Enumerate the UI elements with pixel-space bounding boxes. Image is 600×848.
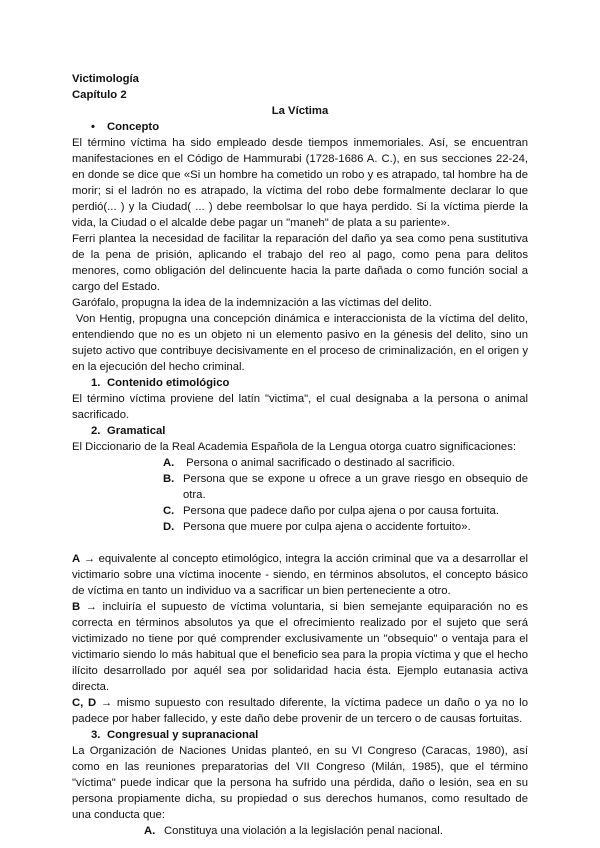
paragraph: El término víctima ha sido empleado desde tiempos inmemoriales. Así, se encuentran manifestaciones en el Código de Hammurabi (1728-1686 A. C.), en sus secciones 22-24, en donde se dice que «Si un hombre ha cometido un robo y es atrapado, tal hombre ha de morir; si el ladrón no es atrapado, la víctima del robo debe formalmente declarar lo que perdió(... ) y la Ciudad( ... ) debe reembolsar lo que haya perdido. Si la víctima pierde la vida, la Ciudad o el alcalde debe pagar un "maneh" de plata a su pariente».	[72, 137, 528, 229]
heading-number: 1.	[91, 377, 101, 389]
heading-text: Congresual y supranacional	[107, 729, 259, 741]
note-text: → incluiría el supuesto de víctima voluntaria, si bien semejante equiparación no es correcta en términos absolutos ya que el ofrecimiento realizado por el sujeto que será victimizado no tiene por qué comprender exclusivamente un "obsequio" o ventaja para el victimario siendo lo más habitual que el beneficio sea para la propia víctima y que el hecho ilícito desarrollado por aquél sea por solidaridad hacia ésta. Ejemplo eutanasia activa directa.	[72, 601, 528, 693]
note-paragraph	[72, 695, 528, 727]
list-letter: A.	[163, 457, 175, 469]
list-text: Persona que padece daño por culpa ajena o por causa fortuita.	[183, 505, 499, 517]
paragraph: El Diccionario de la Real Academia Española de la Lengua otorga cuatro significaciones:	[72, 441, 516, 453]
list-text: Constituya una violación a la legislación penal nacional.	[164, 825, 443, 837]
note-key: A	[72, 553, 81, 565]
paragraph: Von Hentig, propugna una concepción dinámica e interaccionista de la víctima del delito, entendiendo que no es un objeto ni un elemento pasivo en la génesis del delito, sino un sujeto activo que contribuye decisivamente en el proceso de criminalización, en el origen y en la ejecución del hecho criminal.	[72, 313, 532, 373]
doc-title: La Víctima	[271, 105, 329, 117]
heading-congresual	[72, 727, 528, 743]
doc-subject: Victimología	[72, 73, 139, 85]
paragraph: La Organización de Naciones Unidas planteó, en su VI Congreso (Caracas, 1980), así como en las reuniones preparatorias del VII Congreso (Milán, 1985), que el término "víctima" puede indicar que la persona ha sufrido una pérdida, daño o lesión, sea en su persona propiamente dicha, su propiedad o sus derechos humanos, como resultado de una conducta que:	[72, 745, 528, 821]
list-item	[163, 471, 528, 503]
heading-etimologico	[72, 375, 528, 391]
list-letter: C.	[163, 505, 175, 517]
list-text: Persona o animal sacrificado o destinado al sacrificio.	[183, 457, 455, 469]
paragraph: Garófalo, propugna la idea de la indemnización a las víctimas del delito.	[72, 297, 432, 309]
heading-text: Gramatical	[107, 425, 166, 437]
doc-chapter: Capítulo 2	[72, 89, 127, 101]
heading-gramatical	[72, 423, 528, 439]
list-item	[163, 503, 528, 519]
list-letter: B.	[163, 473, 175, 485]
heading-text: Contenido etimológico	[107, 377, 230, 389]
document-page	[72, 71, 532, 839]
heading-number: 2.	[91, 425, 101, 437]
list-item	[163, 519, 528, 535]
definitions-list	[72, 455, 528, 535]
note-paragraph	[72, 599, 528, 695]
bullet-icon: •	[91, 121, 95, 133]
list-text: Persona que muere por culpa ajena o accidente fortuito».	[183, 521, 471, 533]
paragraph: El término víctima proviene del latín "victima", el cual designaba a la persona o animal sacrificado.	[72, 393, 528, 421]
list-letter: A.	[144, 825, 156, 837]
note-text: → mismo supuesto con resultado diferente, la víctima padece un daño o ya no lo padece por haber fallecido, y este daño debe provenir de un tercero o de causas fortuitas.	[72, 697, 528, 725]
conduct-list	[72, 823, 528, 839]
list-item	[144, 823, 528, 839]
note-paragraph	[72, 551, 528, 599]
heading-concepto	[72, 119, 528, 135]
note-key: B	[72, 601, 81, 613]
list-text: Persona que se expone u ofrece a un grave riesgo en obsequio de otra.	[183, 473, 528, 501]
note-key: C, D	[72, 697, 97, 709]
paragraph: Ferri plantea la necesidad de facilitar la reparación del daño ya sea como pena sustitutiva de la pena de prisión, aplicando el trabajo del reo al pago, como pena para delitos menores, como obligación del delincuente hacia la parte dañada o como función social a cargo del Estado.	[72, 233, 528, 293]
heading-number: 3.	[91, 729, 101, 741]
list-letter: D.	[163, 521, 175, 533]
list-item	[163, 455, 528, 471]
heading-text: Concepto	[107, 121, 160, 133]
note-text: → equivalente al concepto etimológico, integra la acción criminal que va a desarrollar el victimario sobre una víctima inocente - siendo, en términos absolutos, el concepto básico de víctima en tanto un individuo va a sacrificar un bien perteneciente a otro.	[72, 553, 528, 597]
spacer	[72, 535, 528, 551]
